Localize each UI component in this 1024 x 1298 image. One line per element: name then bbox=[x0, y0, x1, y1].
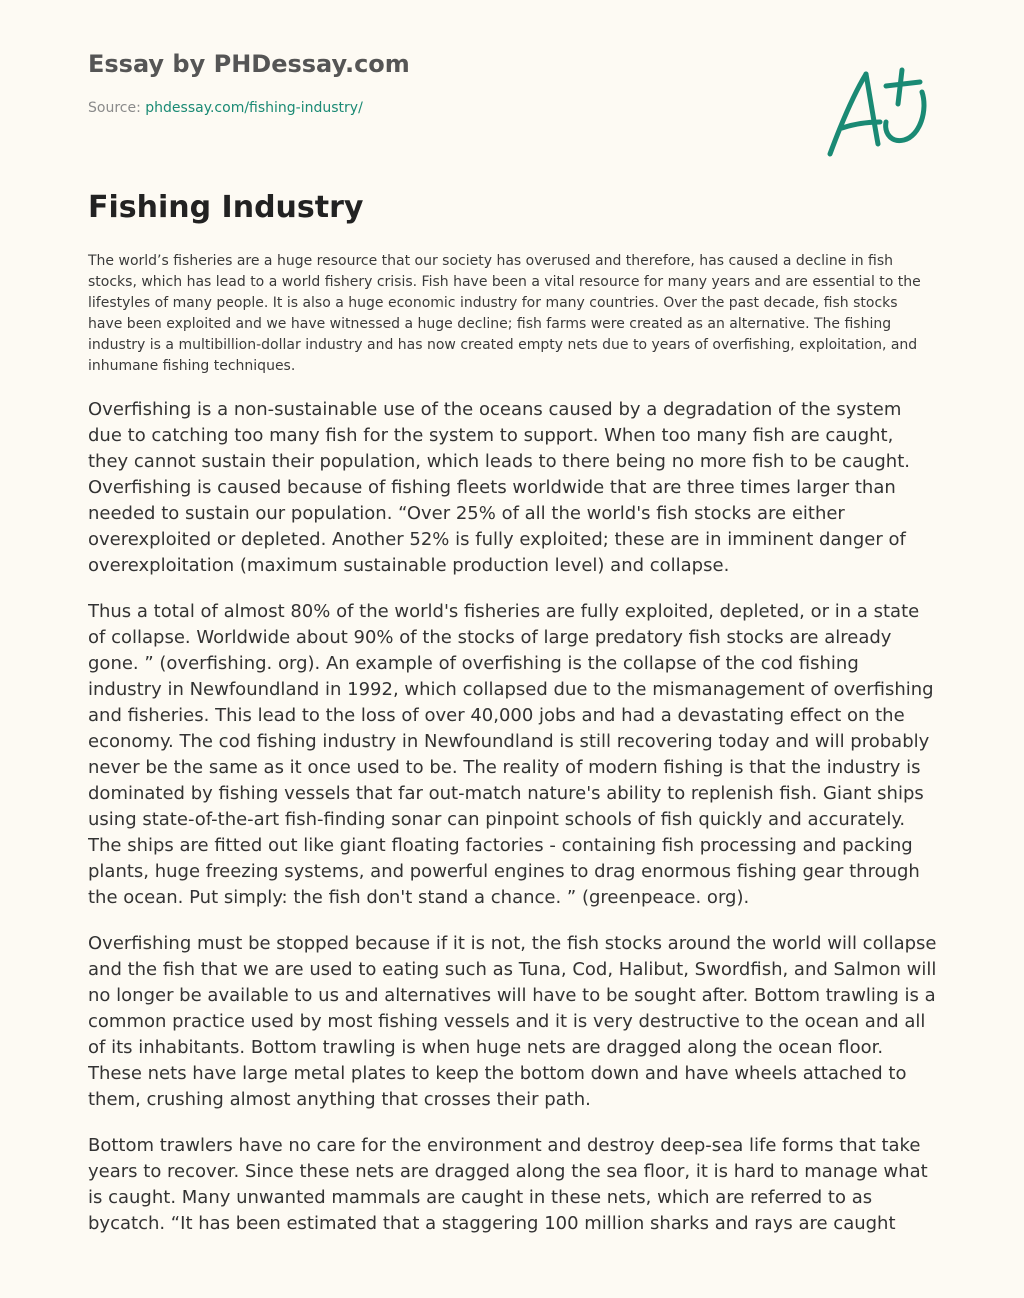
a-plus-logo bbox=[822, 62, 932, 162]
essay-paragraph: Overfishing must be stopped because if it is not, the fish stocks around the world will collapse and the fish that we are used to eating such as Tuna, Cod, Halibut, Swordfish, and Salmon will no longer be available to us and alternatives will have to be sought after. Bottom trawling is a common practice used by most fishing vessels and it is very destructive to the ocean and all of its inhabitants. Bottom trawling is when huge nets are dragged along the ocean floor. These nets have large metal plates to keep the bottom down and have wheels attached to them, crushing almost anything that crosses their path. bbox=[88, 933, 937, 1110]
essay-title: Fishing Industry bbox=[88, 190, 364, 225]
brand-title: Essay by PHDessay.com bbox=[88, 50, 410, 78]
source-label: Source: bbox=[88, 100, 141, 116]
essay-paragraph: Overfishing is a non-sustainable use of the oceans caused by a degradation of the system due to catching too many fish for the system to support. When too many fish are caught, they cannot sustain their population, which leads to there being no more fish to be caught. Overfishing is caused because of fishing fleets worldwide that are three times larger than needed to sustain our population. “Over 25% of all the world's fish stocks are either overexploited or depleted. Another 52% is fully exploited; these are in imminent danger of overexploitation (maximum sustainable production level) and collapse. bbox=[88, 399, 910, 576]
source-link[interactable]: phdessay.com/fishing-industry/ bbox=[145, 100, 363, 116]
essay-body bbox=[88, 397, 938, 1249]
essay-intro: The world’s fisheries are a huge resource that our society has overused and therefore, has caused a decline in fish stocks, which has lead to a world fishery crisis. Fish have been a vital resource for many years and are essential to the lifestyles of many people. It is also a huge economic industry for many countries. Over the past decade, fish stocks have been exploited and we have witnessed a huge decline; fish farms were created as an alternative. The fishing industry is a multibillion-dollar industry and has now created empty nets due to years of overfishing, exploitation, and inhumane fishing techniques. bbox=[88, 253, 921, 374]
essay-paragraph: Thus a total of almost 80% of the world's fisheries are fully exploited, depleted, or in a state of collapse. Worldwide about 90% of the stocks of large predatory fish stocks are already gone. ” (overfishing. org). An example of overfishing is the collapse of the cod fishing industry in Newfoundland in 1992, which collapsed due to the mismanagement of overfishing and fisheries. This lead to the loss of over 40,000 jobs and had a devastating effect on the economy. The cod fishing industry in Newfoundland is still recovering today and will probably never be the same as it once used to be. The reality of modern fishing is that the industry is dominated by fishing vessels that far out-match nature's ability to replenish fish. Giant ships using state-of-the-art fish-finding sonar can pinpoint schools of fish quickly and accurately. The ships are fitted out like giant floating factories - containing fish processing and packing plants, huge freezing systems, and powerful engines to drag enormous fishing gear through the ocean. Put simply: the fish don't stand a chance. ” (greenpeace. org). bbox=[88, 601, 934, 908]
page-header bbox=[88, 50, 688, 116]
essay-paragraph: Bottom trawlers have no care for the environment and destroy deep-sea life forms that take years to recover. Since these nets are dragged along the sea floor, it is hard to manage what is caught. Many unwanted mammals are caught in these nets, which are referred to as bycatch. “It has been estimated that a staggering 100 million sharks and rays are caught bbox=[88, 1135, 928, 1234]
a-plus-logo-icon bbox=[822, 62, 932, 162]
source-line bbox=[88, 100, 688, 116]
